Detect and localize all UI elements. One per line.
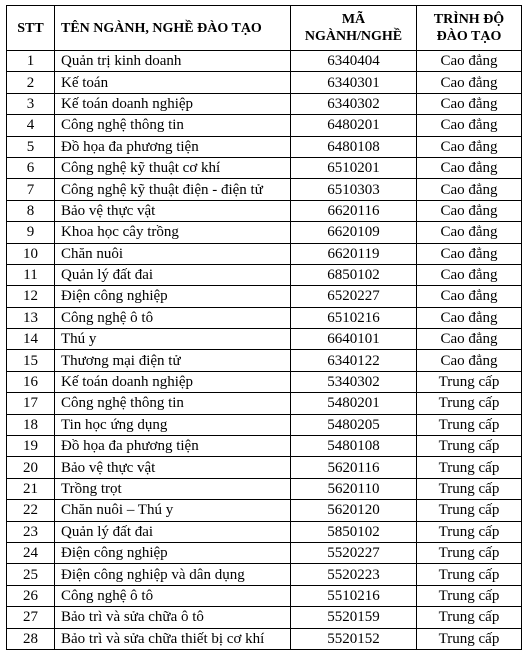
level-cell: Cao đẳng bbox=[417, 93, 522, 114]
level-cell: Cao đẳng bbox=[417, 307, 522, 328]
level-cell: Cao đẳng bbox=[417, 179, 522, 200]
name-cell: Bảo vệ thực vật bbox=[55, 457, 291, 478]
table-row bbox=[7, 329, 522, 350]
code-cell: 5510216 bbox=[291, 585, 417, 606]
name-cell: Bảo trì và sửa chữa thiết bị cơ khí bbox=[55, 628, 291, 649]
code-cell: 6340301 bbox=[291, 72, 417, 93]
name-cell: Công nghệ thông tin bbox=[55, 393, 291, 414]
name-cell: Quản lý đất đai bbox=[55, 521, 291, 542]
name-cell: Điện công nghiệp bbox=[55, 542, 291, 563]
stt-cell: 23 bbox=[7, 521, 55, 542]
stt-cell: 14 bbox=[7, 329, 55, 350]
level-cell: Cao đẳng bbox=[417, 264, 522, 285]
name-cell: Công nghệ kỹ thuật cơ khí bbox=[55, 157, 291, 178]
code-cell: 5620110 bbox=[291, 478, 417, 499]
table-body bbox=[7, 51, 522, 650]
table-row bbox=[7, 264, 522, 285]
name-cell: Công nghệ ô tô bbox=[55, 307, 291, 328]
level-cell: Cao đẳng bbox=[417, 136, 522, 157]
stt-cell: 9 bbox=[7, 222, 55, 243]
code-cell: 6620119 bbox=[291, 243, 417, 264]
stt-cell: 1 bbox=[7, 51, 55, 72]
header-level bbox=[417, 6, 522, 51]
level-cell: Trung cấp bbox=[417, 585, 522, 606]
header-level-line2: ĐÀO TẠO bbox=[436, 29, 502, 44]
table-row bbox=[7, 51, 522, 72]
code-cell: 6480108 bbox=[291, 136, 417, 157]
level-cell: Trung cấp bbox=[417, 564, 522, 585]
header-row bbox=[7, 6, 522, 51]
code-cell: 5520227 bbox=[291, 542, 417, 563]
level-cell: Cao đẳng bbox=[417, 350, 522, 371]
table-header bbox=[7, 6, 522, 51]
code-cell: 6640101 bbox=[291, 329, 417, 350]
name-cell: Thương mại điện tử bbox=[55, 350, 291, 371]
name-cell: Chăn nuôi – Thú y bbox=[55, 500, 291, 521]
level-cell: Cao đẳng bbox=[417, 243, 522, 264]
code-cell: 6510303 bbox=[291, 179, 417, 200]
table-row bbox=[7, 585, 522, 606]
name-cell: Tin học ứng dụng bbox=[55, 414, 291, 435]
stt-cell: 27 bbox=[7, 607, 55, 628]
table-row bbox=[7, 72, 522, 93]
name-cell: Đồ họa đa phương tiện bbox=[55, 136, 291, 157]
table-row bbox=[7, 436, 522, 457]
table-row bbox=[7, 371, 522, 392]
level-cell: Trung cấp bbox=[417, 607, 522, 628]
stt-cell: 12 bbox=[7, 286, 55, 307]
code-cell: 5520223 bbox=[291, 564, 417, 585]
stt-cell: 20 bbox=[7, 457, 55, 478]
code-cell: 5340302 bbox=[291, 371, 417, 392]
table-row bbox=[7, 286, 522, 307]
table-row bbox=[7, 542, 522, 563]
table-row bbox=[7, 478, 522, 499]
stt-cell: 26 bbox=[7, 585, 55, 606]
training-majors-table bbox=[6, 5, 522, 650]
code-cell: 5480201 bbox=[291, 393, 417, 414]
code-cell: 5480205 bbox=[291, 414, 417, 435]
header-code-line2: NGÀNH/NGHỀ bbox=[304, 29, 403, 44]
table-row bbox=[7, 521, 522, 542]
stt-cell: 5 bbox=[7, 136, 55, 157]
name-cell: Bảo trì và sửa chữa ô tô bbox=[55, 607, 291, 628]
stt-cell: 24 bbox=[7, 542, 55, 563]
name-cell: Kế toán bbox=[55, 72, 291, 93]
level-cell: Trung cấp bbox=[417, 457, 522, 478]
stt-cell: 16 bbox=[7, 371, 55, 392]
level-cell: Trung cấp bbox=[417, 478, 522, 499]
name-cell: Công nghệ kỹ thuật điện - điện tử bbox=[55, 179, 291, 200]
stt-cell: 17 bbox=[7, 393, 55, 414]
code-cell: 6620109 bbox=[291, 222, 417, 243]
stt-cell: 3 bbox=[7, 93, 55, 114]
level-cell: Trung cấp bbox=[417, 393, 522, 414]
table-row bbox=[7, 222, 522, 243]
level-cell: Trung cấp bbox=[417, 521, 522, 542]
table-row bbox=[7, 628, 522, 649]
name-cell: Thú y bbox=[55, 329, 291, 350]
code-cell: 5520159 bbox=[291, 607, 417, 628]
name-cell: Điện công nghiệp bbox=[55, 286, 291, 307]
code-cell: 5620116 bbox=[291, 457, 417, 478]
table-row bbox=[7, 200, 522, 221]
name-cell: Trồng trọt bbox=[55, 478, 291, 499]
code-cell: 5850102 bbox=[291, 521, 417, 542]
name-cell: Công nghệ ô tô bbox=[55, 585, 291, 606]
stt-cell: 28 bbox=[7, 628, 55, 649]
level-cell: Cao đẳng bbox=[417, 72, 522, 93]
name-cell: Kế toán doanh nghiệp bbox=[55, 371, 291, 392]
level-cell: Cao đẳng bbox=[417, 200, 522, 221]
code-cell: 6850102 bbox=[291, 264, 417, 285]
stt-cell: 25 bbox=[7, 564, 55, 585]
level-cell: Cao đẳng bbox=[417, 286, 522, 307]
level-cell: Cao đẳng bbox=[417, 329, 522, 350]
level-cell: Cao đẳng bbox=[417, 115, 522, 136]
level-cell: Trung cấp bbox=[417, 436, 522, 457]
stt-cell: 15 bbox=[7, 350, 55, 371]
name-cell: Kế toán doanh nghiệp bbox=[55, 93, 291, 114]
table-row bbox=[7, 393, 522, 414]
level-cell: Cao đẳng bbox=[417, 222, 522, 243]
table-row bbox=[7, 179, 522, 200]
level-cell: Trung cấp bbox=[417, 500, 522, 521]
code-cell: 5520152 bbox=[291, 628, 417, 649]
code-cell: 6510201 bbox=[291, 157, 417, 178]
name-cell: Quản lý đất đai bbox=[55, 264, 291, 285]
level-cell: Trung cấp bbox=[417, 628, 522, 649]
table-row bbox=[7, 243, 522, 264]
name-cell: Điện công nghiệp và dân dụng bbox=[55, 564, 291, 585]
stt-cell: 22 bbox=[7, 500, 55, 521]
level-cell: Cao đẳng bbox=[417, 51, 522, 72]
stt-cell: 18 bbox=[7, 414, 55, 435]
table-row bbox=[7, 157, 522, 178]
code-cell: 5480108 bbox=[291, 436, 417, 457]
stt-cell: 21 bbox=[7, 478, 55, 499]
table-row bbox=[7, 115, 522, 136]
header-level-line1: TRÌNH ĐỘ bbox=[433, 12, 505, 27]
name-cell: Khoa học cây trồng bbox=[55, 222, 291, 243]
code-cell: 6510216 bbox=[291, 307, 417, 328]
table-row bbox=[7, 500, 522, 521]
stt-cell: 8 bbox=[7, 200, 55, 221]
stt-cell: 10 bbox=[7, 243, 55, 264]
name-cell: Chăn nuôi bbox=[55, 243, 291, 264]
code-cell: 6340302 bbox=[291, 93, 417, 114]
code-cell: 6340404 bbox=[291, 51, 417, 72]
name-cell: Quản trị kinh doanh bbox=[55, 51, 291, 72]
code-cell: 6340122 bbox=[291, 350, 417, 371]
table-row bbox=[7, 457, 522, 478]
code-cell: 6520227 bbox=[291, 286, 417, 307]
stt-cell: 2 bbox=[7, 72, 55, 93]
name-cell: Bảo vệ thực vật bbox=[55, 200, 291, 221]
table-row bbox=[7, 607, 522, 628]
level-cell: Trung cấp bbox=[417, 414, 522, 435]
code-cell: 6480201 bbox=[291, 115, 417, 136]
code-cell: 6620116 bbox=[291, 200, 417, 221]
header-code bbox=[291, 6, 417, 51]
header-code-line1: MÃ bbox=[341, 12, 366, 27]
level-cell: Cao đẳng bbox=[417, 157, 522, 178]
table-row bbox=[7, 93, 522, 114]
table-row bbox=[7, 136, 522, 157]
table-row bbox=[7, 350, 522, 371]
stt-cell: 4 bbox=[7, 115, 55, 136]
stt-cell: 6 bbox=[7, 157, 55, 178]
stt-cell: 13 bbox=[7, 307, 55, 328]
table-row bbox=[7, 564, 522, 585]
level-cell: Trung cấp bbox=[417, 371, 522, 392]
table-row bbox=[7, 307, 522, 328]
name-cell: Đồ họa đa phương tiện bbox=[55, 436, 291, 457]
header-stt: STT bbox=[7, 6, 55, 51]
table-row bbox=[7, 414, 522, 435]
stt-cell: 11 bbox=[7, 264, 55, 285]
code-cell: 5620120 bbox=[291, 500, 417, 521]
name-cell: Công nghệ thông tin bbox=[55, 115, 291, 136]
header-name: TÊN NGÀNH, NGHỀ ĐÀO TẠO bbox=[55, 6, 291, 51]
stt-cell: 19 bbox=[7, 436, 55, 457]
stt-cell: 7 bbox=[7, 179, 55, 200]
level-cell: Trung cấp bbox=[417, 542, 522, 563]
